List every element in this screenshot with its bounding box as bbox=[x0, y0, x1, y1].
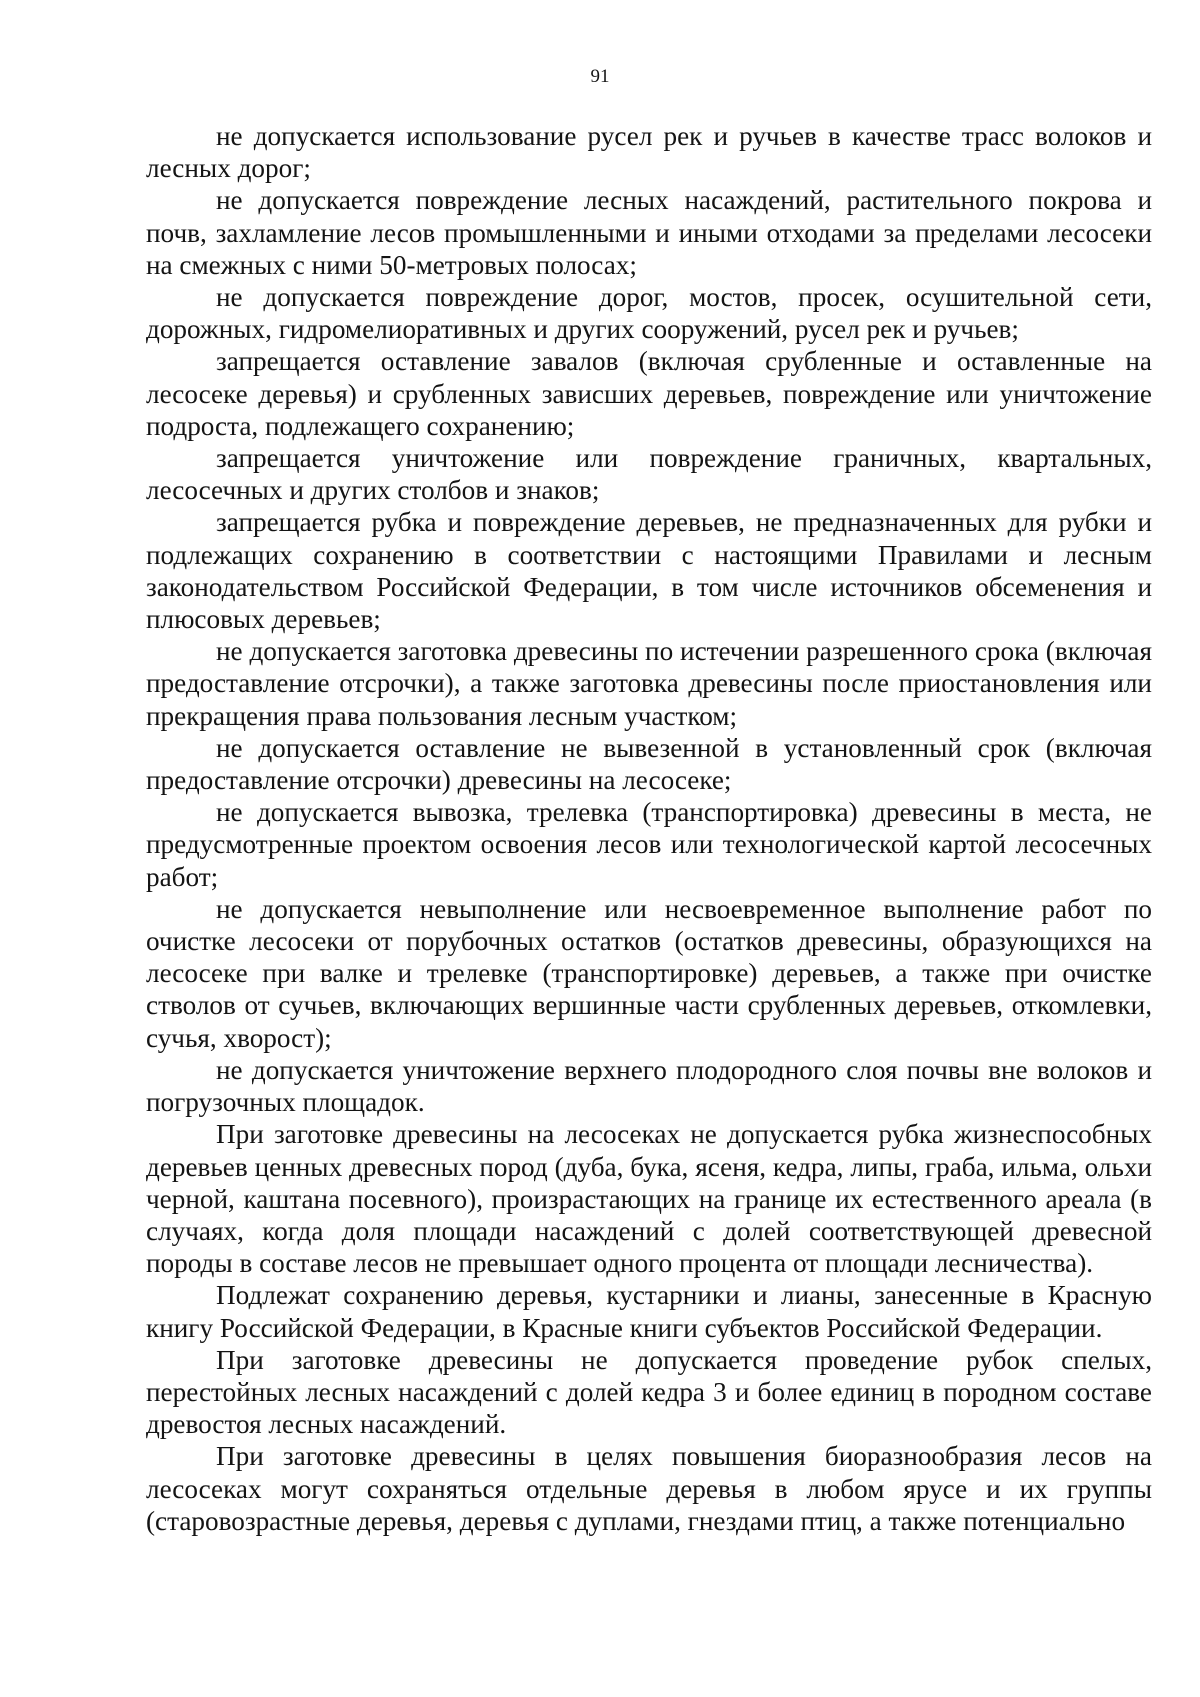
paragraph-8: не допускается оставление не вывезенной в установленный срок (включая предоставление отсрочки) древесины на лесосеке; bbox=[146, 732, 1152, 796]
paragraph-14: При заготовке древесины не допускается проведение рубок спелых, перестойных лесных насаждений с долей кедра 3 и более единиц в породном составе древостоя лесных насаждений. bbox=[146, 1344, 1152, 1440]
paragraph-1: не допускается использование русел рек и ручьев в качестве трасс волоков и лесных дорог; bbox=[146, 121, 1152, 184]
document-body bbox=[146, 120, 1152, 1537]
page-number: 91 bbox=[590, 66, 610, 87]
paragraph-9: не допускается вывозка, трелевка (транспортировка) древесины в места, не предусмотренные проектом освоения лесов или технологической картой лесосечных работ; bbox=[146, 797, 1152, 892]
paragraph-2: не допускается повреждение лесных насаждений, растительного покрова и почв, захламление лесов промышленными и иными отходами за пределами лесосеки на смежных с ними 50-метровых полосах; bbox=[146, 185, 1152, 280]
paragraph-15: При заготовке древесины в целях повышения биоразнообразия лесов на лесосеках могут сохраняться отдельные деревья в любом ярусе и их группы (старовозрастные деревья, деревья с дуплами, гнездами птиц, а также потенциально bbox=[146, 1441, 1152, 1536]
paragraph-11: не допускается уничтожение верхнего плодородного слоя почвы вне волоков и погрузочных площадок. bbox=[146, 1054, 1152, 1118]
paragraph-4: запрещается оставление завалов (включая срубленные и оставленные на лесосеке деревья) и срубленных зависших деревьев, повреждение или уничтожение подроста, подлежащего сохранению; bbox=[146, 346, 1152, 441]
paragraph-10: не допускается невыполнение или несвоевременное выполнение работ по очистке лесосеки от порубочных остатков (остатков древесины, образующихся на лесосеке при валке и трелевке (транспортировке) деревьев, а также при очистке стволов от сучьев, включающих вершинные части срубленных деревьев, откомлевки, сучья, хворост); bbox=[146, 893, 1152, 1053]
paragraph-13: Подлежат сохранению деревья, кустарники и лианы, занесенные в Красную книгу Российской Федерации, в Красные книги субъектов Российской Федерации. bbox=[146, 1280, 1152, 1343]
paragraph-5: запрещается уничтожение или повреждение граничных, квартальных, лесосечных и других столбов и знаков; bbox=[146, 443, 1152, 506]
paragraph-3: не допускается повреждение дорог, мостов, просек, осушительной сети, дорожных, гидромелиоративных и других сооружений, русел рек и ручьев; bbox=[146, 282, 1152, 345]
paragraph-6: запрещается рубка и повреждение деревьев, не предназначенных для рубки и подлежащих сохранению в соответствии с настоящими Правилами и лесным законодательством Российской Федерации, в том числе источников обсеменения и плюсовых деревьев; bbox=[146, 507, 1152, 635]
paragraph-12: При заготовке древесины на лесосеках не допускается рубка жизнеспособных деревьев ценных древесных пород (дуба, бука, ясеня, кедра, липы, граба, ильма, ольхи черной, каштана посевного), произрастающих на границе их естественного ареала (в случаях, когда доля площади насаждений с долей соответствующей древесной породы в составе лесов не превышает одного процента от площади лесничества). bbox=[146, 1119, 1152, 1279]
paragraph-7: не допускается заготовка древесины по истечении разрешенного срока (включая предоставление отсрочки), а также заготовка древесины после приостановления или прекращения права пользования лесным участком; bbox=[146, 636, 1152, 731]
